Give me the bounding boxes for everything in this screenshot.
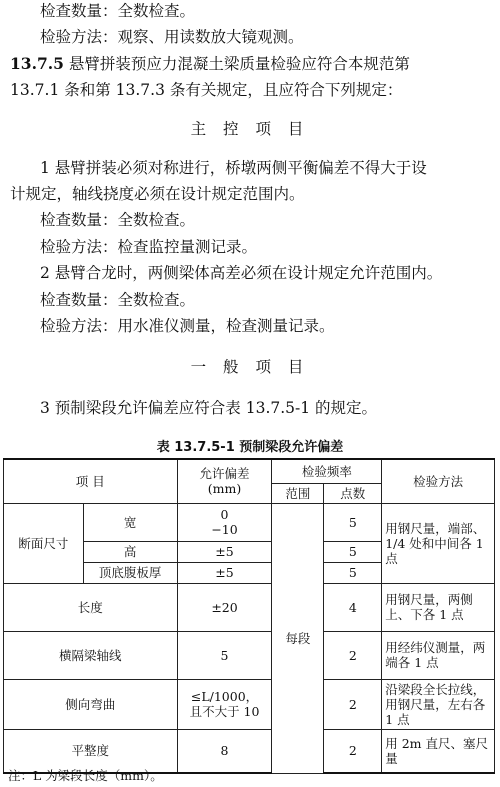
table-note: 注：L 为梁段长度（mm）。: [8, 768, 163, 783]
clause-text: 悬臂拼装预应力混凝土梁质量检验应符合本规范第: [68, 55, 410, 73]
item-1-quantity: 检查数量：全数检查。: [40, 211, 196, 229]
row-length-label: 长度: [4, 583, 178, 631]
row-web-points: 5: [324, 562, 382, 583]
row-diaphragm-label: 横隔梁轴线: [4, 631, 178, 679]
width-tol-lower: −10: [211, 522, 238, 537]
row-web-tolerance: ±5: [177, 562, 272, 583]
header-range: 范围: [272, 483, 324, 503]
header-tolerance-unit: (mm): [207, 481, 242, 497]
item-2-quantity: 检查数量：全数检查。: [40, 291, 196, 309]
row-flatness-points: 2: [324, 729, 382, 773]
row-length-points: 4: [324, 583, 382, 631]
row-bending-tolerance: [177, 679, 272, 729]
bending-tol-line1: ≤L/1000，: [190, 689, 259, 704]
header-item: 项 目: [4, 459, 178, 503]
item-1-line-a: 1 悬臂拼装必须对称进行，桥墩两侧平衡偏差不得大于设: [40, 159, 427, 177]
row-width-label: 宽: [83, 503, 177, 541]
row-bending-label: 侧向弯曲: [4, 679, 178, 729]
item-2-line: 2 悬臂合龙时，两侧梁体高差必须在设计规定允许范围内。: [40, 264, 443, 282]
row-height-points: 5: [324, 541, 382, 562]
header-method: 检验方法: [382, 459, 495, 503]
row-bending-points: 2: [324, 679, 382, 729]
row-flatness-method: 用 2m 直尺、塞尺量: [382, 729, 495, 773]
row-section-label: 断面尺寸: [4, 503, 84, 583]
header-tolerance: [177, 459, 272, 503]
row-flatness-label: 平整度: [4, 729, 178, 773]
clause-13-7-5: [10, 53, 500, 75]
clause-continuation: 13.7.1 条和第 13.7.3 条有关规定，且应符合下列规定：: [10, 81, 403, 99]
check-quantity-line: 检查数量：全数检查。: [40, 2, 196, 20]
row-height-tolerance: ±5: [177, 541, 272, 562]
row-web-label: 顶底腹板厚: [83, 562, 177, 583]
bending-tol-line2: 且不大于 10: [189, 704, 260, 719]
item-1-method: 检验方法：检查监控量测记录。: [40, 238, 258, 256]
row-bending-method: 沿梁段全长拉线，用钢尺量，左右各 1 点: [382, 679, 495, 729]
row-flatness-tolerance: 8: [177, 729, 272, 773]
row-width-points: 5: [324, 503, 382, 541]
table-caption: 表 13.7.5-1 预制梁段允许偏差: [156, 440, 344, 455]
row-diaphragm-tolerance: 5: [177, 631, 272, 679]
item-3-line: 3 预制梁段允许偏差应符合表 13.7.5-1 的规定。: [40, 399, 378, 417]
header-tolerance-label: 允许偏差: [199, 466, 250, 482]
width-tol-upper: 0: [220, 507, 229, 522]
item-2-method: 检验方法：用水准仪测量，检查测量记录。: [40, 317, 335, 335]
tolerance-table: [3, 458, 495, 774]
clause-number: 13.7.5: [10, 54, 64, 73]
check-method-line: 检验方法：观察、用读数放大镜观测。: [40, 28, 304, 46]
row-diaphragm-method: 用经纬仪测量，两端各 1 点: [382, 631, 495, 679]
row-width-tolerance: [177, 503, 272, 541]
range-each-segment: 每段: [272, 503, 324, 773]
row-length-method: 用钢尺量，两侧上、下各 1 点: [382, 583, 495, 631]
general-items-heading: 一 般 项 目: [190, 358, 310, 376]
main-items-heading: 主 控 项 目: [190, 120, 310, 138]
row-height-label: 高: [83, 541, 177, 562]
row-section-method: 用钢尺量，端部、1/4 处和中间各 1 点: [382, 503, 495, 583]
row-diaphragm-points: 2: [324, 631, 382, 679]
row-length-tolerance: ±20: [177, 583, 272, 631]
header-points: 点数: [324, 483, 382, 503]
header-frequency: 检验频率: [272, 459, 382, 483]
item-1-line-b: 计规定，轴线挠度必须在设计规定范围内。: [10, 185, 305, 203]
